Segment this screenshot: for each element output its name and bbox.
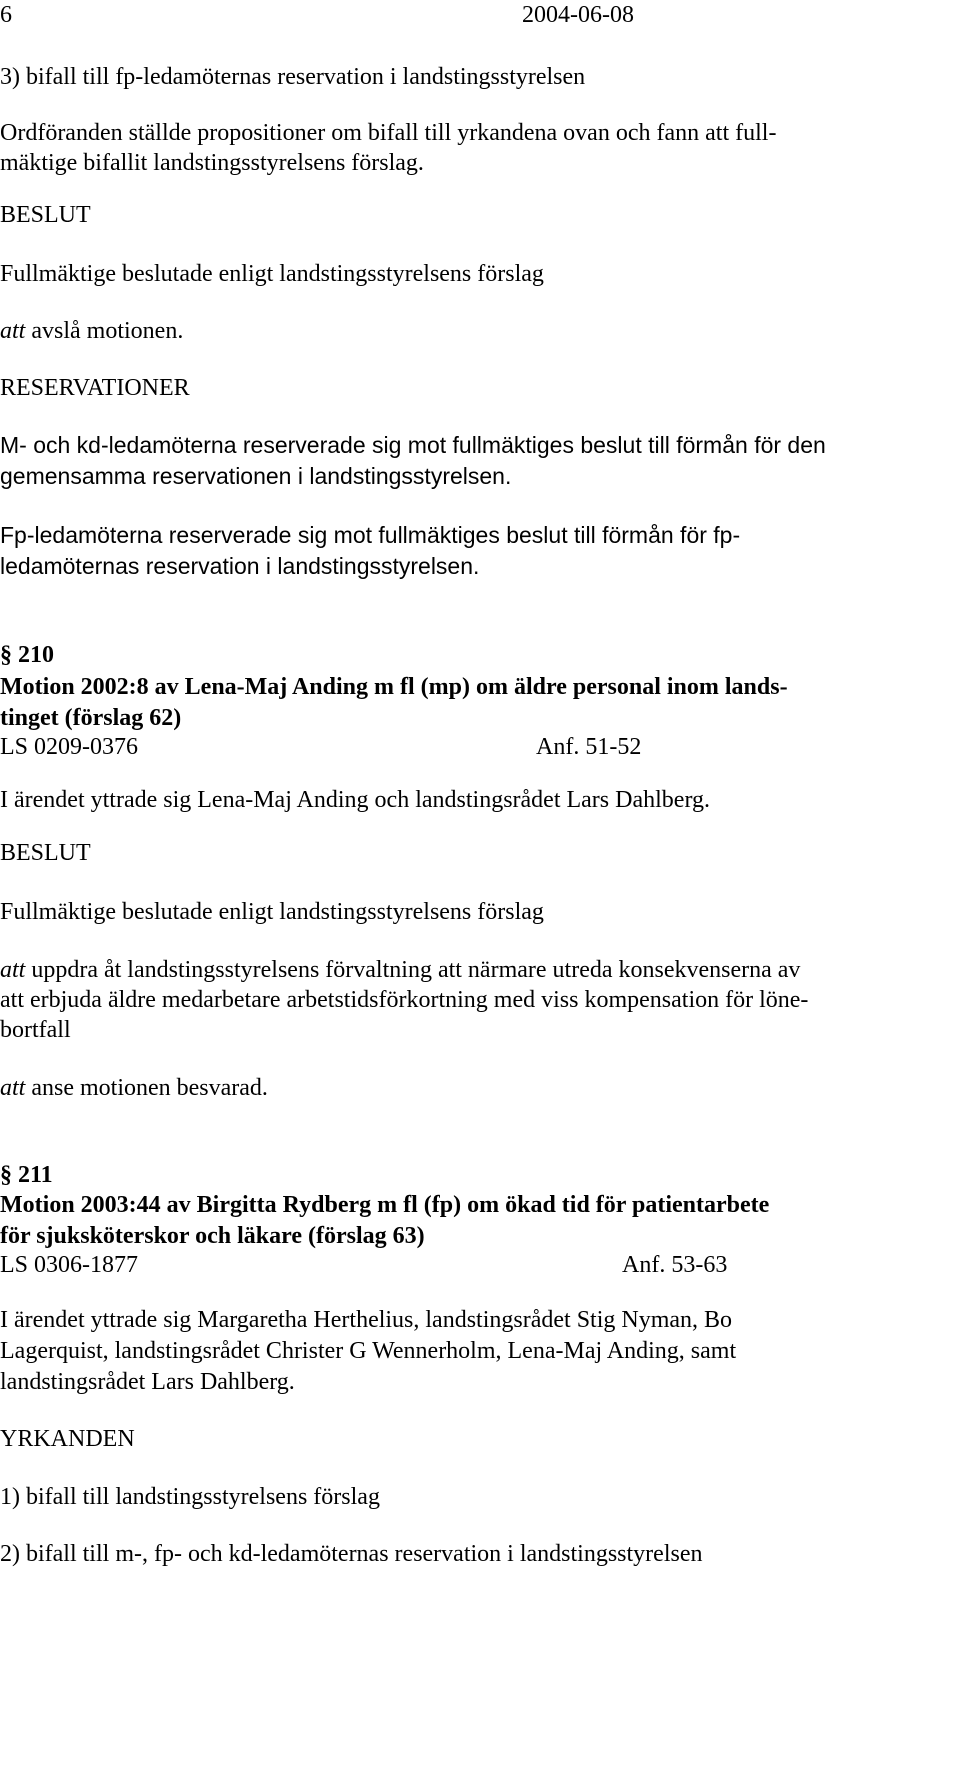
- section-211-arendet-line-3: landstingsrådet Lars Dahlberg.: [0, 1369, 295, 1395]
- page-number: 6: [0, 2, 12, 28]
- yrkande-item-3: 3) bifall till fp-ledamöternas reservation i landstingsstyrelsen: [0, 64, 586, 90]
- att-text: anse motionen besvarad.: [25, 1075, 268, 1101]
- section-211-anf: Anf. 53-63: [622, 1252, 728, 1278]
- reservation-m-kd-line-2: gemensamma reservationen i landstingsstyrelsen.: [0, 463, 512, 489]
- section-211-title-line-1: Motion 2003:44 av Birgitta Rydberg m fl (fp) om ökad tid för patientarbete: [0, 1192, 770, 1218]
- beslut-heading: BESLUT: [0, 202, 91, 228]
- section-210-att-1-cont-1: att erbjuda äldre medarbetare arbetstidsförkortning med viss kompensation för löne-: [0, 987, 809, 1013]
- reservationer-heading: RESERVATIONER: [0, 375, 190, 401]
- att-word: att: [0, 1075, 26, 1101]
- section-211-title-line-2: för sjuksköterskor och läkare (förslag 63): [0, 1223, 425, 1249]
- section-210-anf: Anf. 51-52: [536, 734, 642, 760]
- beslut-text: Fullmäktige beslutade enligt landstingsstyrelsens förslag: [0, 261, 544, 287]
- reservation-fp-line-1: Fp-ledamöterna reserverade sig mot fullmäktiges beslut till förmån för fp-: [0, 522, 741, 548]
- section-210-att-2: [0, 1073, 268, 1103]
- section-211-number: § 211: [0, 1162, 53, 1188]
- reservation-fp-line-2: ledamöternas reservation i landstingsstyrelsen.: [0, 553, 480, 579]
- reservation-m-kd-line-1: M- och kd-ledamöterna reserverade sig mot fullmäktiges beslut till förmån för den: [0, 432, 826, 458]
- section-210-beslut-heading: BESLUT: [0, 840, 91, 866]
- section-210-att-1: [0, 955, 800, 985]
- section-211-arendet-line-2: Lagerquist, landstingsrådet Christer G Wennerholm, Lena-Maj Anding, samt: [0, 1338, 737, 1364]
- att-text: avslå motionen.: [25, 318, 184, 344]
- yrkande-item-1: 1) bifall till landstingsstyrelsens förslag: [0, 1484, 380, 1510]
- att-text: uppdra åt landstingsstyrelsens förvaltning att närmare utreda konsekvenserna av: [25, 957, 801, 983]
- att-clause: [0, 316, 183, 346]
- section-210-title-line-2: tinget (förslag 62): [0, 705, 182, 731]
- ordforanden-line-2: mäktige bifallit landstingsstyrelsens förslag.: [0, 150, 424, 176]
- yrkanden-heading: YRKANDEN: [0, 1426, 135, 1452]
- section-210-att-1-cont-2: bortfall: [0, 1017, 71, 1043]
- section-211-arendet-line-1: I ärendet yttrade sig Margaretha Herthelius, landstingsrådet Stig Nyman, Bo: [0, 1307, 733, 1333]
- att-word: att: [0, 957, 26, 983]
- att-word: att: [0, 318, 26, 344]
- section-210-title-line-1: Motion 2002:8 av Lena-Maj Anding m fl (mp) om äldre personal inom lands-: [0, 674, 788, 700]
- section-210-beslut-text: Fullmäktige beslutade enligt landstingsstyrelsens förslag: [0, 899, 544, 925]
- section-211-ls-number: LS 0306-1877: [0, 1252, 138, 1278]
- section-210-number: § 210: [0, 642, 54, 668]
- ordforanden-line-1: Ordföranden ställde propositioner om bifall till yrkandena ovan och fann att full-: [0, 120, 777, 146]
- page-date: 2004-06-08: [522, 2, 634, 28]
- section-210-arendet: I ärendet yttrade sig Lena-Maj Anding och landstingsrådet Lars Dahlberg.: [0, 787, 711, 813]
- yrkande-item-2: 2) bifall till m-, fp- och kd-ledamöternas reservation i landstingsstyrelsen: [0, 1541, 703, 1567]
- section-210-ls-number: LS 0209-0376: [0, 734, 138, 760]
